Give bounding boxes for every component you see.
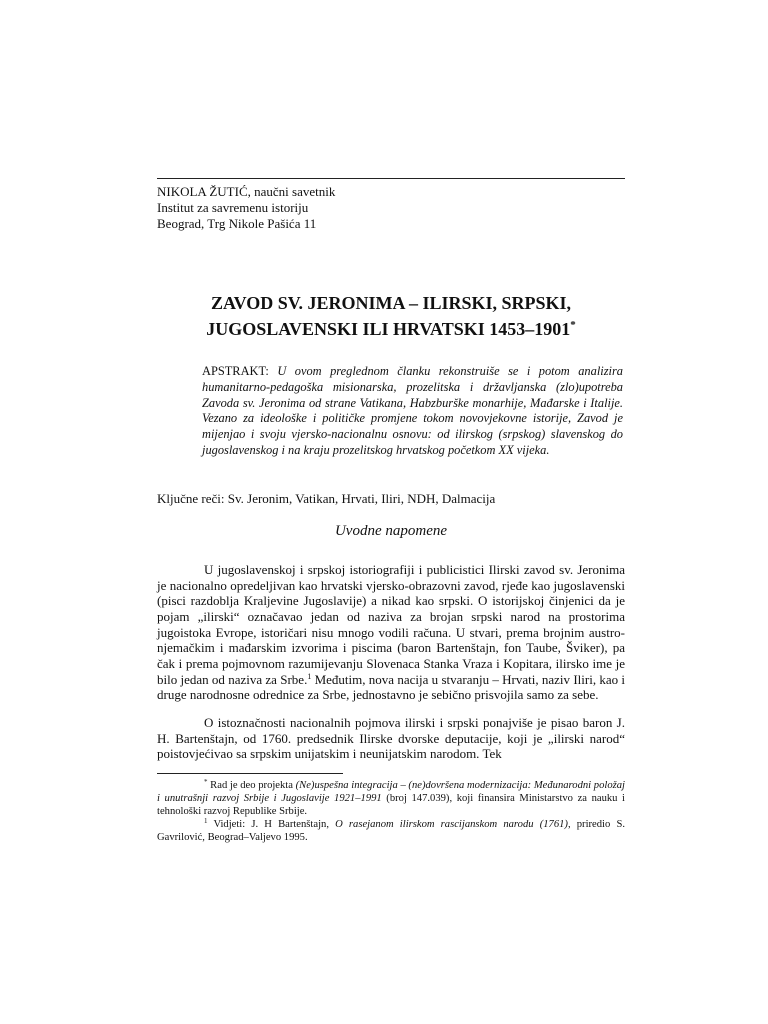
footnote-1-text-a: Rad je deo projekta <box>207 780 296 791</box>
header-rule <box>157 178 625 179</box>
keywords <box>157 491 625 507</box>
article-title <box>157 290 625 342</box>
abstract-label: APSTRAKT: <box>202 364 269 378</box>
footnote-2-text-a: Vidjeti: J. H Bartenštajn, <box>207 819 336 830</box>
footnote-1-project-title: (Ne)uspešna integracija – (ne)dovršena modernizacija: Međunarodni položaj i unutrašnji razvoj Srbije i Jugoslavije 1921–1991 <box>157 780 625 804</box>
paragraph-1-text-a: U jugoslavenskoj i srpskoj istoriografiji i publicistici Ilirski zavod sv. Jeronima je nacionalno opredeljivan kao hrvatski vjersko-obrazovni zavod, rjeđe kao jugoslavenski (pisci razdoblja Kraljevine Jugoslavije) a nikad kao srpski. O istorijskoj činjenici da je pojam „ilirski“ označavao jedan od naziva za brojan srpski narod na prostorima jugoistoka Evrope, istoričari nisu mnogo vodili računa. U stvari, prema brojnim austro-njemačkim i mađarskim izvorima i piscima (baron Bartenštajn, fon Taube, Šviker), pa čak i prema pojmovnom razumijevanju Slovenaca Stanka Vraza i Kopitara, ilirsko ime je bilo jedan od naziva za Srbe. <box>157 562 625 687</box>
footnote-1 <box>157 779 625 818</box>
author-address: Beograd, Trg Nikole Pašića 11 <box>157 216 317 231</box>
title-line-2 <box>157 316 625 342</box>
footnote-2 <box>157 818 625 844</box>
title-line-1: ZAVOD SV. JERONIMA – ILIRSKI, SRPSKI, <box>210 293 572 313</box>
footnote-1-text-b: (broj 147.039), koji finansira Ministarstvo za nauku i tehnološki razvoj Republike Srbije. <box>157 793 625 817</box>
author-name: NIKOLA ŽUTIĆ, naučni savetnik <box>157 184 336 199</box>
keywords-label: Ključne reči: <box>157 491 225 506</box>
paragraph-1-text-b: Međutim, nova nacija u stvaranju – Hrvati, naziv Iliri, kao i druge narodnosne odrednice za Srbe, jednostavno je sebično prisvojila samo za sebe. <box>157 671 626 703</box>
abstract-text: U ovom preglednom članku rekonstruiše se i potom analizira humanitarno-pedagoška misionarska, prozelitska i državljanska (zlo)upotreba Zavoda sv. Jeronima od strane Vatikana, Habzburške monarhije, Mađarske i Italije. Vezano za ideološke i političke promjene tokom novovjekovne istorije, Zavod je mijenjao i svoju vjersko-nacionalnu osnovu: od ilirskog (srpskog) slavenskog do jugoslavenskog i na kraju prozelitskog hrvatskog početkom XX vijeka. <box>202 364 623 457</box>
title-line-2-text: JUGOSLAVENSKI ILI HRVATSKI 1453–1901 <box>206 319 571 339</box>
body-paragraph-1 <box>157 562 625 703</box>
author-block <box>157 184 617 232</box>
footnote-2-book-title: O rasejanom ilirskom rascijanskom narodu (1761) <box>335 819 568 830</box>
footnote-2-mark: 1 <box>204 817 208 825</box>
title-footnote-marker: * <box>570 319 576 331</box>
footnote-rule <box>157 773 343 774</box>
footnote-1-mark: * <box>204 778 208 786</box>
footnote-ref-1: 1 <box>307 671 312 681</box>
section-heading: Uvodne napomene <box>334 523 448 539</box>
footnote-2-text-b: , priredio S. Gavrilović, Beograd–Valjevo 1995. <box>157 819 625 843</box>
abstract <box>202 364 623 459</box>
body-paragraph-2: O istoznačnosti nacionalnih pojmova ilirski i srpski ponajviše je pisao baron J. H. Bartenštajn, od 1760. predsednik Ilirske dvorske deputacije, koji je „ilirski narod“ poistovjećivao sa srpskim unijatskim i neunijatskim narodom. Tek <box>157 715 625 762</box>
author-institute: Institut za savremenu istoriju <box>157 200 309 215</box>
keywords-text: Sv. Jeronim, Vatikan, Hrvati, Iliri, NDH, Dalmacija <box>227 491 496 506</box>
